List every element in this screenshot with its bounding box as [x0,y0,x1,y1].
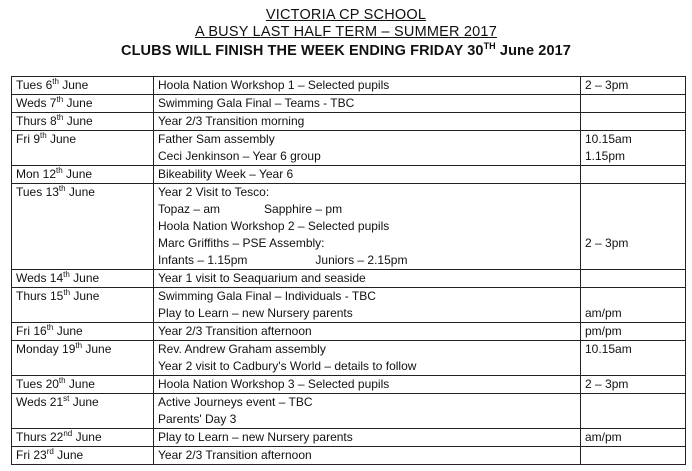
event-cell [154,429,581,447]
event-cell [154,131,581,166]
event-line: Year 1 visit to Seaquarium and seaside [158,271,366,285]
time-cell [581,166,686,184]
event-cell [154,184,581,270]
date-cell: Thurs 8th June [12,113,154,131]
table-row [12,376,686,394]
time-cell [581,95,686,113]
table-row [12,270,686,288]
event-line: Year 2 visit to Cadbury's World – details to follow [158,359,417,373]
time-line [585,218,681,235]
event-cell [154,95,581,113]
table-row [12,184,686,270]
time-line [585,270,681,287]
table-row [12,447,686,465]
table-row [12,77,686,95]
school-name: VICTORIA CP SCHOOL [265,7,427,23]
clubs-notice: CLUBS WILL FINISH THE WEEK ENDING FRIDAY 30TH June 2017 [121,41,571,59]
date-cell: Fri 9th June [12,131,154,166]
date-cell: Thurs 15th June [12,288,154,323]
event-line: Swimming Gala Final – Teams - TBC [158,96,355,110]
time-line: am/pm [585,306,622,320]
event-line: Ceci Jenkinson – Year 6 group [158,149,321,163]
time-line [585,184,681,201]
event-line: Bikeability Week – Year 6 [158,167,294,181]
table-row [12,131,686,166]
events-table [11,76,686,465]
date-cell: Tues 6th June [12,77,154,95]
time-line: 2 – 3pm [585,236,629,250]
event-line: Father Sam assembly [158,132,275,146]
time-cell [581,323,686,341]
event-line: Topaz – am Sapphire – pm [158,202,343,216]
time-cell [581,288,686,323]
event-line: Rev. Andrew Graham assembly [158,342,326,356]
time-line: am/pm [585,430,622,444]
term-subtitle: A BUSY LAST HALF TERM – SUMMER 2017 [195,24,497,40]
event-cell [154,166,581,184]
date-cell: Tues 13th June [12,184,154,270]
event-cell [154,376,581,394]
date-cell: Weds 21st June [12,394,154,429]
time-line [585,411,681,428]
time-cell [581,113,686,131]
time-line: 10.15am [585,132,632,146]
time-line: 1.15pm [585,149,626,163]
time-cell [581,270,686,288]
date-cell: Fri 23rd June [12,447,154,465]
event-cell [154,113,581,131]
event-line: Year 2/3 Transition morning [158,114,305,128]
event-cell [154,341,581,376]
date-cell: Monday 19th June [12,341,154,376]
time-line [585,166,681,183]
table-row [12,113,686,131]
time-cell [581,429,686,447]
event-line: Year 2/3 Transition afternoon [158,448,312,462]
event-line: Hoola Nation Workshop 2 – Selected pupils [158,219,390,233]
table-row [12,288,686,323]
time-line [585,358,681,375]
time-line [585,288,681,305]
document-header [0,0,692,61]
event-cell [154,323,581,341]
event-line: Infants – 1.15pm Juniors – 2.15pm [158,253,408,267]
time-cell [581,341,686,376]
table-row [12,95,686,113]
date-cell: Weds 14th June [12,270,154,288]
table-row [12,394,686,429]
event-line: Swimming Gala Final – Individuals - TBC [158,289,376,303]
date-cell: Fri 16th June [12,323,154,341]
event-line: Year 2 Visit to Tesco: [158,185,270,199]
table-row [12,341,686,376]
date-cell: Tues 20th June [12,376,154,394]
event-cell [154,288,581,323]
date-cell: Thurs 22nd June [12,429,154,447]
event-cell [154,394,581,429]
event-line: Parents' Day 3 [158,412,237,426]
event-line: Active Journeys event – TBC [158,395,313,409]
date-cell: Weds 7th June [12,95,154,113]
time-line [585,394,681,411]
event-line: Play to Learn – new Nursery parents [158,430,353,444]
event-line: Year 2/3 Transition afternoon [158,324,312,338]
event-cell [154,447,581,465]
time-cell [581,77,686,95]
time-line [585,113,681,130]
time-line [585,201,681,218]
time-line: 10.15am [585,342,632,356]
time-line: 2 – 3pm [585,377,629,391]
time-line [585,95,681,112]
time-cell [581,184,686,270]
time-line [585,447,681,464]
table-row [12,166,686,184]
event-line: Marc Griffiths – PSE Assembly: [158,236,325,250]
date-cell: Mon 12th June [12,166,154,184]
event-cell [154,270,581,288]
table-row [12,323,686,341]
time-cell [581,131,686,166]
time-cell [581,376,686,394]
time-line [585,252,681,269]
event-line: Hoola Nation Workshop 1 – Selected pupils [158,78,390,92]
table-row [12,429,686,447]
event-cell [154,77,581,95]
time-cell [581,394,686,429]
time-line: 2 – 3pm [585,78,629,92]
time-cell [581,447,686,465]
time-line: pm/pm [585,324,622,338]
event-line: Hoola Nation Workshop 3 – Selected pupils [158,377,390,391]
event-line: Play to Learn – new Nursery parents [158,306,353,320]
